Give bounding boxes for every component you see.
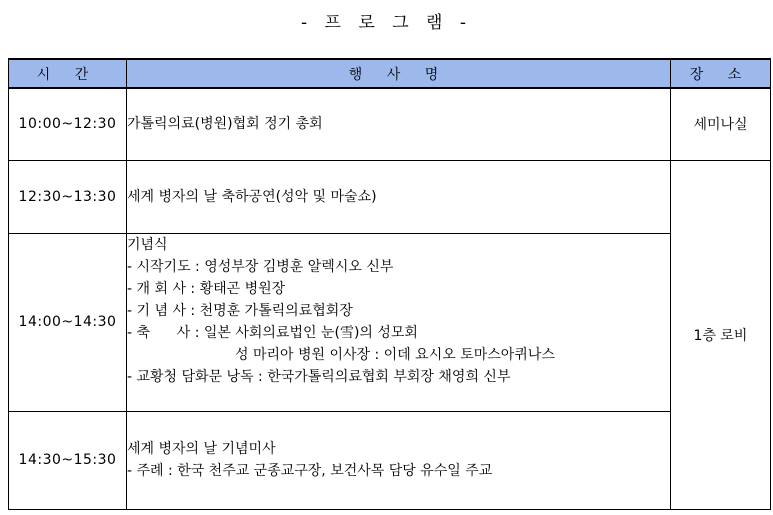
table-row xyxy=(9,233,771,411)
event-line: - 축 사 : 일본 사회의료법인 눈(雪)의 성모회 xyxy=(127,324,418,341)
event-line: 기념식 xyxy=(127,236,168,253)
event-cell: 세계 병자의 날 축하공연(성악 및 마술쇼) xyxy=(127,160,671,233)
event-line: 세계 병자의 날 기념미사 xyxy=(127,441,276,457)
event-line: 성 마리아 병원 이사장 : 이데 요시오 토마스아퀴나스 xyxy=(235,346,555,363)
time-cell: 12:30~13:30 xyxy=(9,160,127,233)
header-event: 행 사 명 xyxy=(127,59,671,88)
event-line: - 시작기도 : 영성부장 김병훈 알렉시오 신부 xyxy=(127,258,394,275)
program-table xyxy=(8,58,771,510)
event-cell xyxy=(127,411,671,509)
event-line: - 교황청 담화문 낭독 : 한국가톨릭의료협회 부회장 채영희 신부 xyxy=(127,368,511,385)
place-cell: 1층 로비 xyxy=(671,160,771,509)
header-place: 장 소 xyxy=(671,59,771,88)
table-row xyxy=(9,411,771,509)
event-line: - 주례 : 한국 천주교 군종교구장, 보건사목 담당 유수일 주교 xyxy=(127,463,493,479)
event-cell xyxy=(127,233,671,411)
header-row xyxy=(9,59,771,88)
event-line: - 개 회 사 : 황태곤 병원장 xyxy=(127,280,286,297)
time-cell: 10:00~12:30 xyxy=(9,88,127,160)
page-title: - 프 로 그 램 - xyxy=(301,13,472,33)
place-cell: 세미나실 xyxy=(671,88,771,160)
table-row xyxy=(9,88,771,160)
time-cell: 14:00~14:30 xyxy=(9,233,127,411)
table-row xyxy=(9,160,771,233)
header-time: 시 간 xyxy=(9,59,127,88)
time-cell: 14:30~15:30 xyxy=(9,411,127,509)
event-cell: 가톨릭의료(병원)협회 정기 총회 xyxy=(127,88,671,160)
event-line: - 기 념 사 : 천명훈 가톨릭의료협회장 xyxy=(127,302,353,319)
